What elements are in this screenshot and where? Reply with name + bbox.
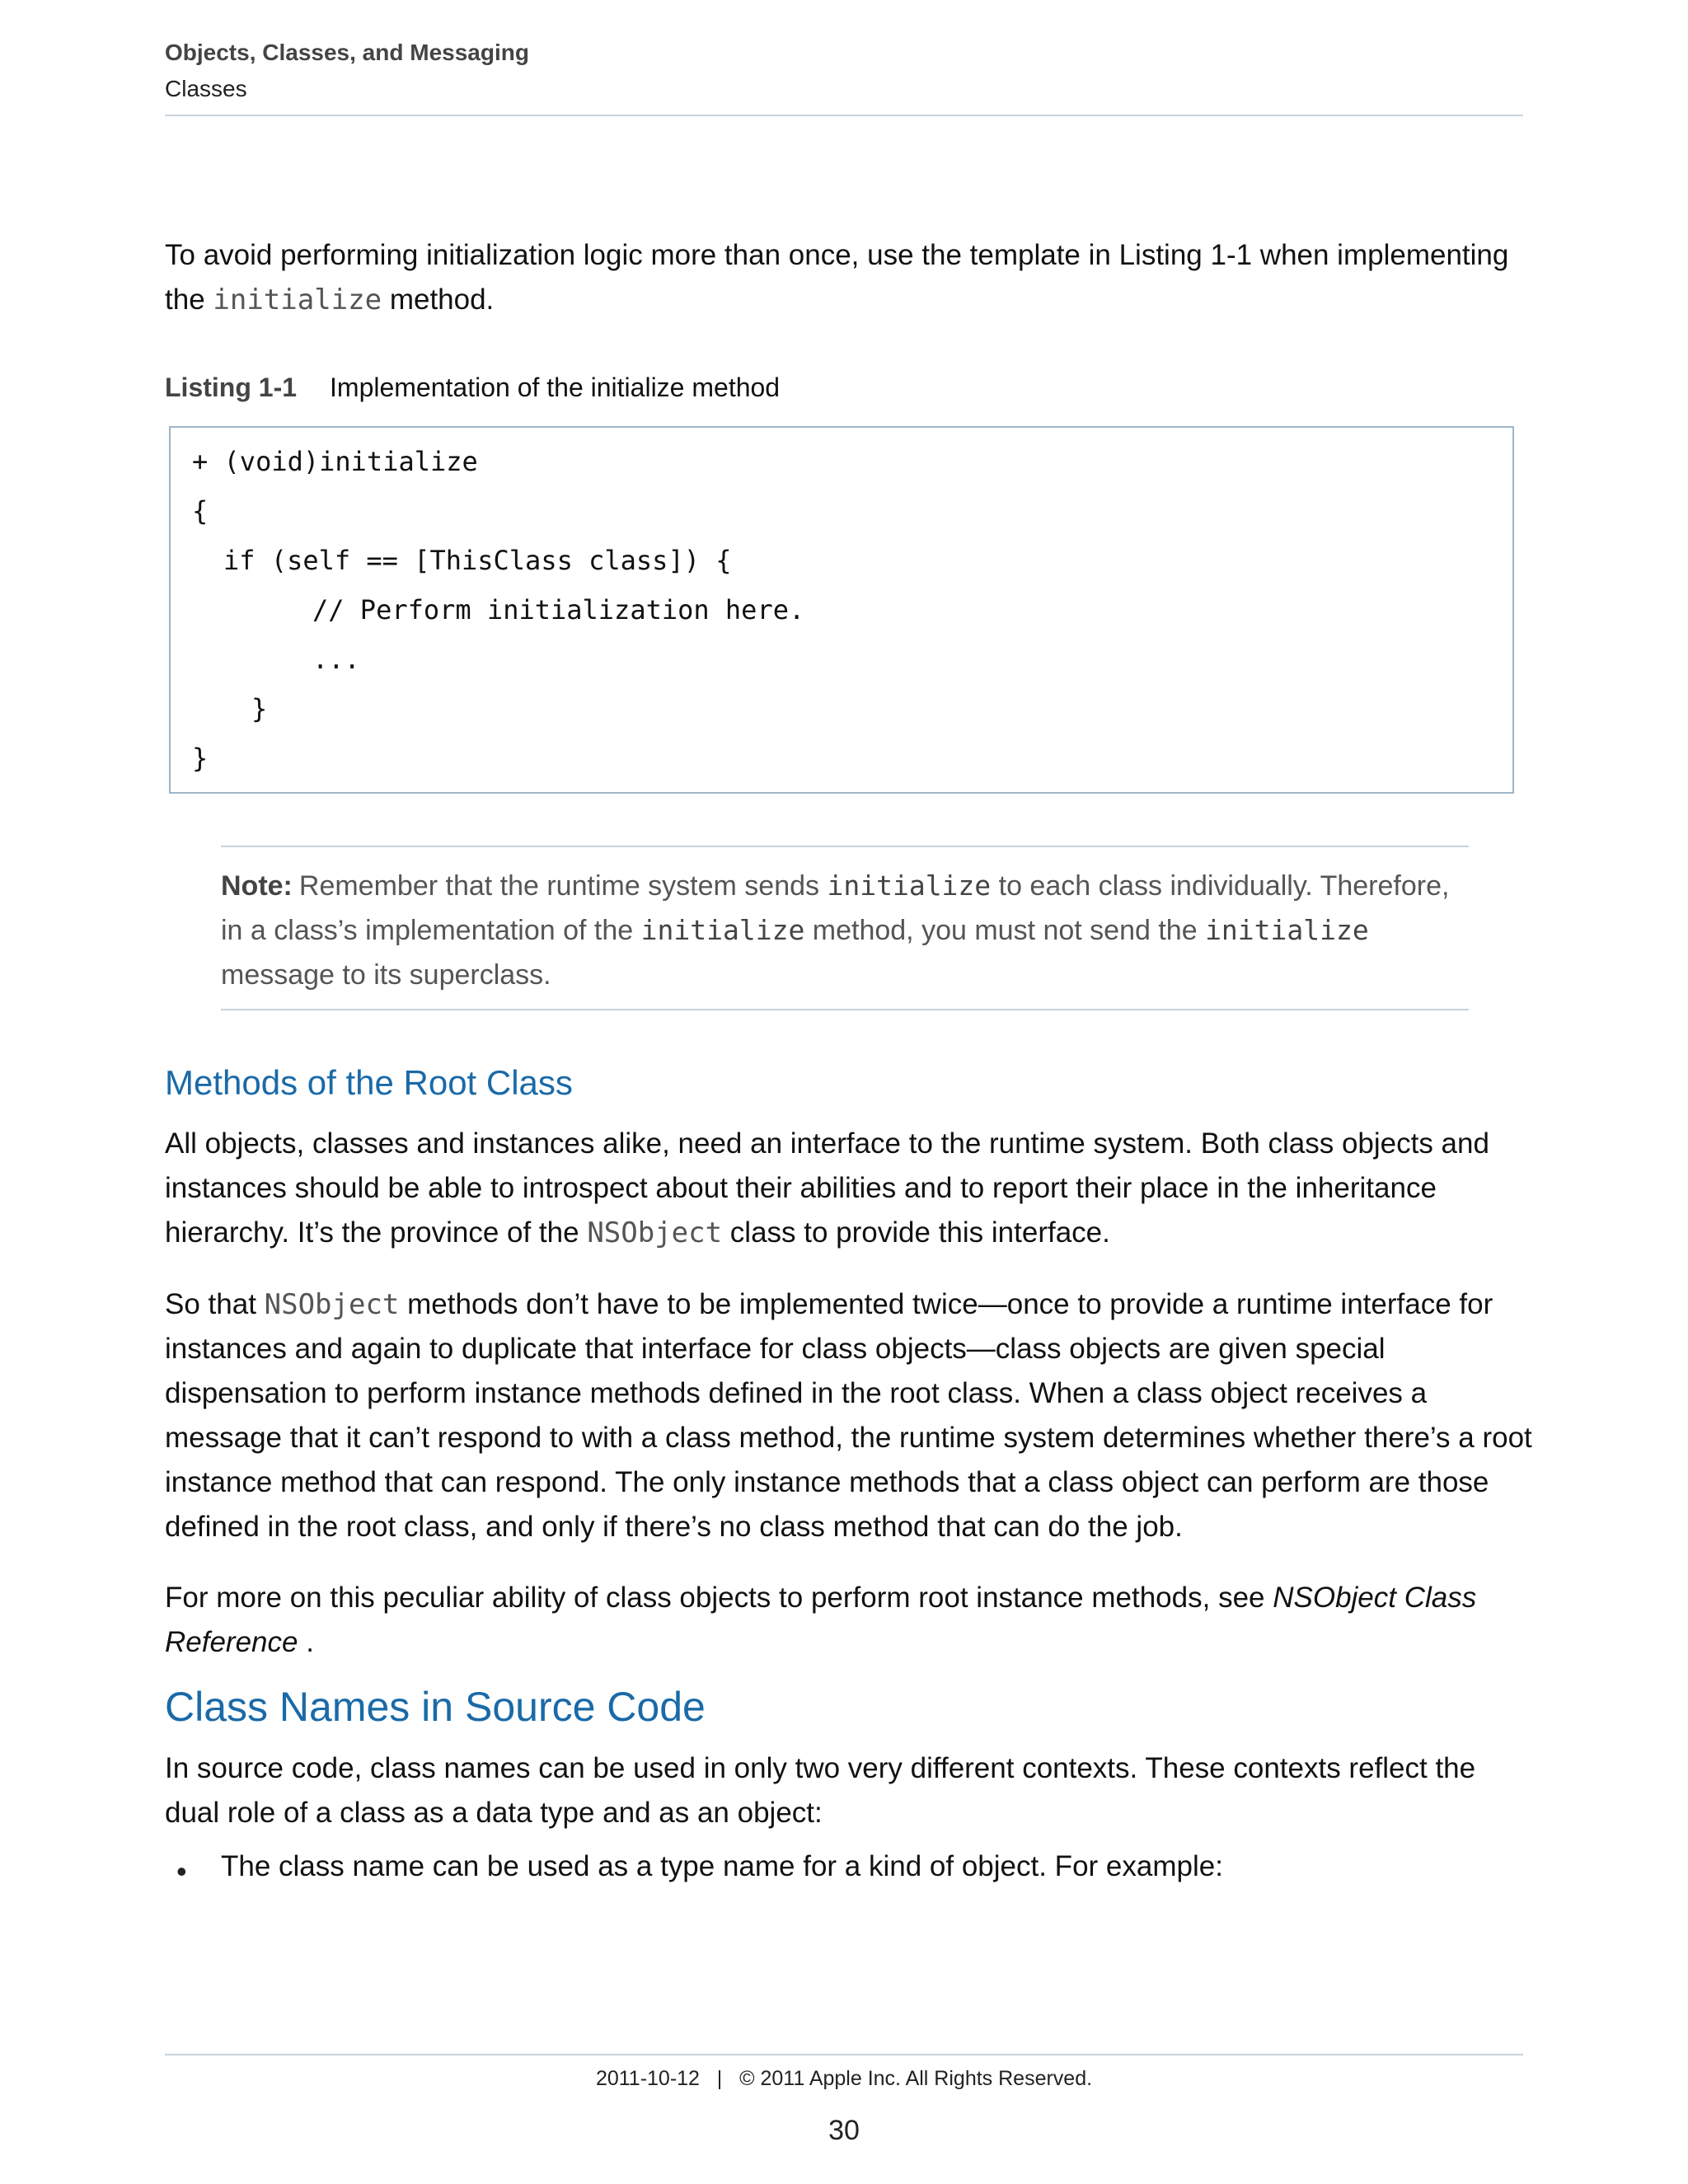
footer-divider [165,2054,1523,2055]
running-header-chapter: Objects, Classes, and Messaging [165,40,529,65]
section-heading-class-names: Class Names in Source Code [165,1684,706,1730]
class-names-paragraph: In source code, class names can be used in only two very different contexts. These contexts reflect the dual role of a class as a data type and as an object: [165,1752,1476,1829]
note-box [221,846,1469,1010]
intro-text-end: method. [382,284,495,316]
bullet-item: The class name can be used as a type name for a kind of object. For example: [221,1850,1223,1882]
code-line: { [192,495,209,527]
running-header-section: Classes [165,76,247,101]
code-line: } [192,743,209,774]
inline-code: initialize [1205,914,1369,946]
code-line: // Perform initialization here. [312,594,805,626]
note-segment: Remember that the runtime system sends [298,870,828,902]
paragraph-text: So that [165,1288,265,1320]
code-line: + (void)initialize [192,446,478,477]
code-line: if (self == [ThisClass class]) { [223,545,732,576]
note-label: Note: [221,870,293,902]
code-line: ... [312,644,360,675]
paragraph-text: . [298,1626,314,1658]
inline-code: initialize [827,869,992,902]
page-number: 30 [828,2115,860,2146]
intro-text: To avoid performing initialization logic more than once, use the template in Listing 1-1 when implementing the [165,239,1509,316]
paragraph-text: All objects, classes and instances alike, need an interface to the runtime system. Both class objects and instances should be able to introspect about their abilities and to report their place in the inheritance hierarchy. It’s the province of the [165,1127,1489,1249]
listing-caption [165,373,780,403]
header-divider [165,115,1523,116]
root-class-paragraph-1 [165,1122,1533,1255]
inline-code: NSObject [587,1216,723,1249]
root-class-paragraph-2 [165,1282,1533,1549]
paragraph-text: class to provide this interface. [722,1216,1110,1249]
bullet-marker: • [176,1854,187,1888]
note-segment: to each class individually. Therefore, in a class’s implementation of the [221,870,1450,946]
inline-code: initialize [213,284,382,316]
footer-copyright: 2011-10-12 | © 2011 Apple Inc. All Rights Reserved. [595,2067,1093,2090]
listing-title: Implementation of the initialize method [330,373,781,402]
paragraph-text: methods don’t have to be implemented twice—once to provide a runtime interface for instances and again to duplicate that interface for class objects—class objects are given special dispensation to perform instance methods defined in the root class. When a class object receives a message that it can’t respond to with a class method, the runtime system determines whether there’s a root instance method that can respond. The only instance methods that a class object can perform are those defined in the root class, and only if there’s no class method that can do the job. [165,1288,1532,1543]
listing-label: Listing 1-1 [165,373,298,402]
root-class-paragraph-3 [165,1576,1533,1665]
note-segment: message to its superclass. [221,959,551,991]
code-listing [169,426,1514,794]
note-segment: method, you must not send the [804,915,1206,946]
inline-code: NSObject [264,1288,400,1321]
code-line: } [251,693,268,724]
document-reference: NSObject Class Reference [165,1582,1477,1658]
intro-paragraph [165,233,1533,322]
note-text [221,864,1469,997]
inline-code: initialize [640,914,805,946]
paragraph-text: For more on this peculiar ability of class objects to perform root instance methods, see [165,1582,1273,1614]
section-heading-root-class: Methods of the Root Class [165,1063,573,1102]
